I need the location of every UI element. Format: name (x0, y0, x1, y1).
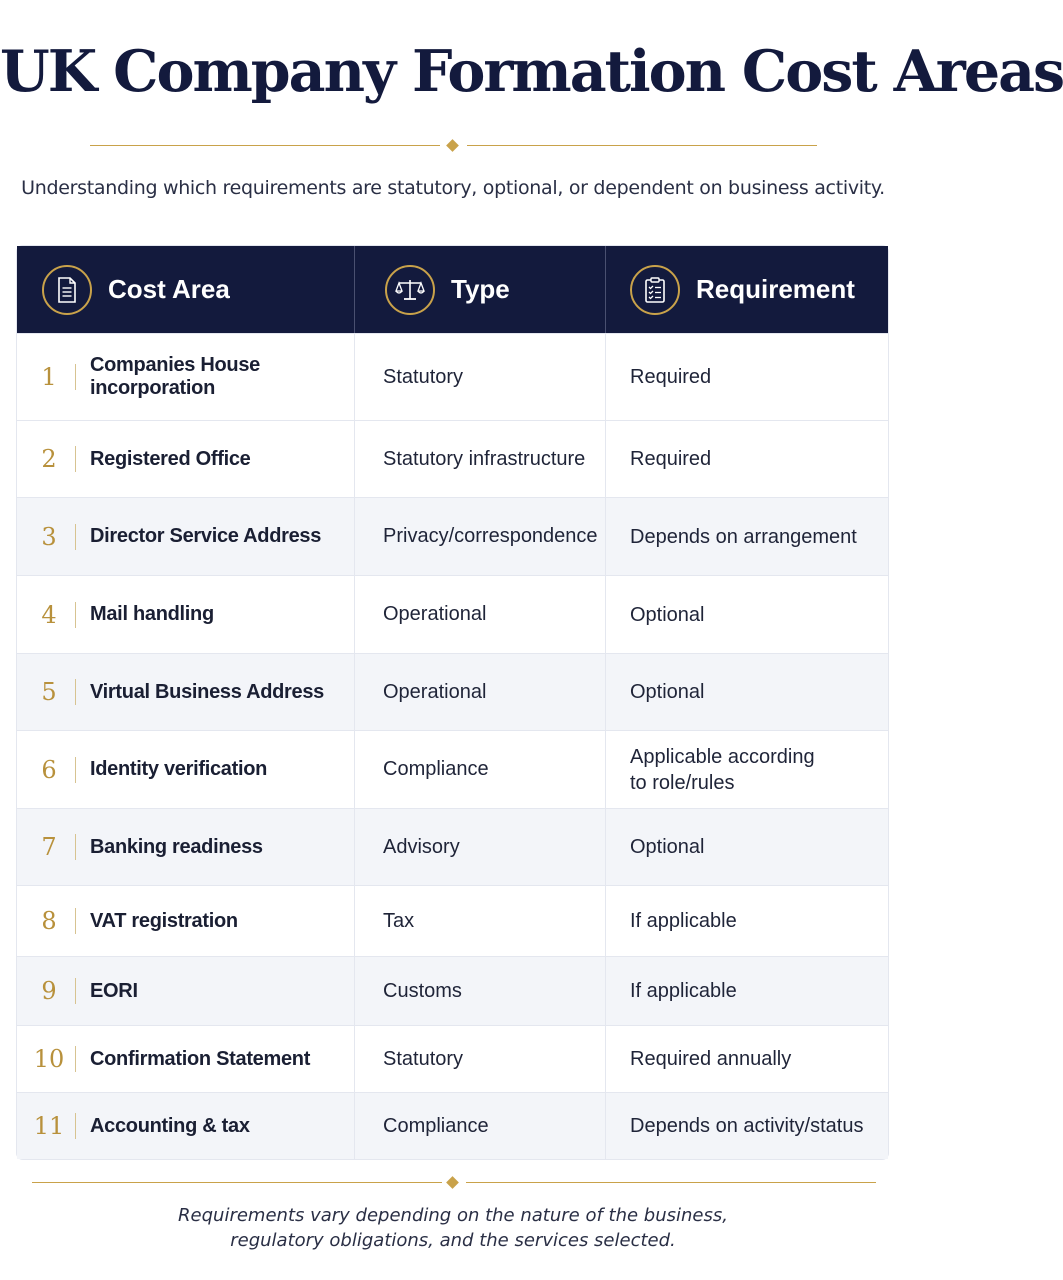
row-separator (75, 908, 76, 934)
row-separator (75, 446, 76, 472)
cost-area-cell: Companies House incorporation (90, 354, 260, 399)
header-requirement-label: Requirement (696, 274, 855, 304)
table-row (17, 956, 888, 1025)
footer-line-1: Requirements vary depending on the nature of the business, (178, 1205, 728, 1226)
row-separator (75, 364, 76, 390)
row-number: 6 (41, 755, 57, 784)
table-row (17, 420, 888, 497)
row-separator (75, 679, 76, 705)
header-cost-area-label: Cost Area (108, 274, 230, 304)
table-row (17, 1092, 888, 1159)
table-row (17, 333, 888, 420)
type-cell: Advisory (354, 809, 605, 885)
cost-area-cell: VAT registration (90, 909, 238, 932)
row-number: 11 (33, 1112, 65, 1140)
table-row (17, 575, 888, 653)
table-row (17, 730, 888, 808)
header-requirement (605, 246, 888, 333)
row-number: 3 (41, 522, 57, 551)
cost-areas-table (17, 246, 888, 1159)
requirement-cell: Optional (605, 809, 888, 885)
cost-area-cell: Registered Office (90, 447, 251, 470)
page-subtitle: Understanding which requirements are statutory, optional, or dependent on business activity. (21, 177, 885, 199)
requirement-cell: Required (605, 334, 888, 420)
header-cost-area (17, 246, 354, 333)
header-type (354, 246, 605, 333)
type-cell: Privacy/correspondence (354, 498, 605, 575)
row-number: 9 (41, 977, 57, 1005)
row-number: 5 (41, 678, 57, 706)
footer-line-2: regulatory obligations, and the services selected. (230, 1230, 676, 1252)
table-row (17, 653, 888, 730)
requirement-cell: Required (605, 421, 888, 497)
requirement-cell: If applicable (605, 886, 888, 956)
table-row (17, 808, 888, 885)
type-cell: Statutory (354, 1026, 605, 1092)
table-row (17, 885, 888, 956)
row-separator (75, 757, 76, 783)
type-cell: Customs (354, 957, 605, 1025)
type-cell: Operational (354, 654, 605, 730)
cost-area-cell: Mail handling (90, 603, 214, 625)
document-icon (42, 265, 92, 315)
requirement-cell: Applicable according to role/rules (605, 731, 888, 808)
requirement-cell: Depends on arrangement (605, 498, 888, 575)
top-divider-left (90, 145, 440, 146)
cost-area-cell: Virtual Business Address (90, 680, 325, 703)
cost-area-cell: Banking readiness (90, 835, 263, 858)
row-separator (75, 834, 76, 860)
clipboard-checklist-icon (630, 265, 680, 315)
type-cell: Statutory infrastructure (354, 421, 605, 497)
row-separator (75, 978, 76, 1004)
requirement-cell: Depends on activity/status (605, 1093, 888, 1159)
requirement-cell: If applicable (605, 957, 888, 1025)
page-title: UK Company Formation Cost Areas (0, 38, 1063, 105)
type-cell: Operational (354, 576, 605, 653)
cost-area-cell: Director Service Address (90, 525, 322, 547)
row-separator (75, 602, 76, 628)
type-cell: Compliance (354, 731, 605, 808)
requirement-cell: Optional (605, 576, 888, 653)
header-type-label: Type (451, 274, 510, 304)
row-number: 10 (33, 1045, 65, 1073)
row-number: 2 (41, 445, 57, 473)
row-separator (75, 1046, 76, 1072)
row-number: 1 (41, 363, 57, 391)
table-row (17, 1025, 888, 1092)
row-number: 8 (41, 907, 57, 935)
bottom-divider-right (466, 1182, 876, 1183)
row-number: 7 (41, 833, 57, 861)
cost-area-cell: Identity verification (90, 758, 268, 780)
bottom-divider-diamond-icon (446, 1176, 459, 1189)
row-separator (75, 524, 76, 550)
top-divider-right (467, 145, 817, 146)
requirement-cell: Optional (605, 654, 888, 730)
top-divider-diamond-icon (446, 139, 459, 152)
footer-note (0, 1203, 906, 1253)
row-separator (75, 1113, 76, 1139)
bottom-divider-left (32, 1182, 442, 1183)
requirement-cell: Required annually (605, 1026, 888, 1092)
type-cell: Statutory (354, 334, 605, 420)
cost-area-cell: Confirmation Statement (90, 1047, 311, 1070)
cost-area-cell: EORI (90, 979, 138, 1002)
type-cell: Tax (354, 886, 605, 956)
table-header (17, 246, 888, 333)
type-cell: Compliance (354, 1093, 605, 1159)
scales-icon (385, 265, 435, 315)
row-number: 4 (41, 600, 57, 629)
cost-area-cell: Accounting & tax (90, 1114, 250, 1137)
table-row (17, 497, 888, 575)
